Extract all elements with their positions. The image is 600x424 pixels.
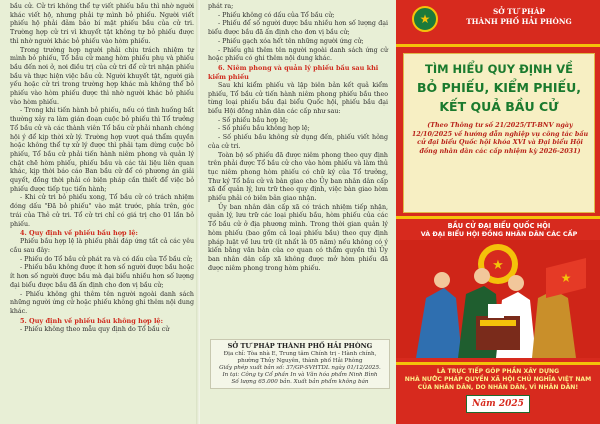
- cover-year: Năm 2025: [466, 395, 530, 413]
- svg-text:★: ★: [560, 271, 572, 285]
- paragraph: Trong trường hợp người phải chịu trách nhiệm tự mình bỏ phiếu, Tổ bầu cử mang hòm phiếu phụ và phiếu bầu đến nơi ở, nơi điều trị của cử tri để cử tri nhận phiếu bầu và thực hiện việc bầu cử. Người khuyết tật, người già yếu hoặc cử tri trong trường hợp khác mà không thể bỏ phiếu vào hòm phiếu được thì nhờ người khác bỏ phiếu vào hòm phiếu.: [10, 46, 194, 106]
- cover-subtitle: (Theo Thông tư số 21/2025/TT-BNV ngày 12/10/2025 về hướng dẫn nghiệp vụ công tác bầu cử đại biểu Quốc hội khóa XVI và Đại biểu Hội đồng nhân dân các cấp nhiệm kỳ 2026-2031): [411, 121, 589, 155]
- paragraph: - Phiếu không có dấu của Tổ bầu cử;: [218, 11, 335, 19]
- cover-slogan-line3: CỦA NHÂN DÂN, DO NHÂN DÂN, VÌ NHÂN DÂN!: [417, 384, 579, 391]
- cover-banner-line2: VÀ ĐẠI BIỂU HỘI ĐỒNG NHÂN DÂN CÁC CẤP: [420, 230, 578, 238]
- paragraph: - Phiếu không theo mẫu quy định do Tổ bầu cử: [20, 325, 170, 333]
- paragraph: - Phiếu bầu không được ít hơn số người được bầu hoặc ít hơn số người được bầu mà đại biểu nhiều hơn số lượng đại biểu được bầu đã ấn định cho đơn vị bầu cử;: [10, 264, 194, 289]
- cover-title-line3: KẾT QUẢ BẦU CỬ: [439, 99, 559, 114]
- gold-stripe: [396, 216, 600, 219]
- paragraph: - Phiếu ghi thêm tên người ngoài danh sách ứng cử hoặc phiếu có ghi thêm nội dung khác.: [208, 46, 388, 63]
- gold-stripe: [396, 362, 600, 365]
- paragraph: - Số phiếu bầu không hợp lệ;: [218, 125, 310, 133]
- cover-slogan-line2: NHÀ NƯỚC PHÁP QUYỀN XÃ HỘI CHỦ NGHĨA VIỆT NAM: [404, 376, 592, 383]
- paragraph: - Số phiếu bầu hợp lệ;: [218, 116, 289, 124]
- publisher-quantity: Số lượng 65.000 bản. Xuất bản phẩm không bán: [231, 378, 369, 385]
- cover-org-line2: THÀNH PHỐ HẢI PHÒNG: [466, 16, 572, 26]
- publisher-box: [210, 339, 390, 389]
- paragraph: - Phiếu để số người được bầu nhiều hơn số lượng đại biểu được bầu đã ấn định cho đơn vị bầu cử;: [208, 20, 388, 37]
- paragraph: - Số phiếu bầu không sử dụng đến, phiếu viết hỏng của cử tri.: [208, 134, 388, 150]
- cover-org: [434, 7, 600, 26]
- svg-text:★: ★: [492, 258, 504, 273]
- paragraph: Toàn bộ số phiếu đã được niêm phong theo quy định trên phải được Tổ bầu cử cho vào hòm phiếu và làm thủ tục niêm phong hòm phiếu có chữ ký của Tổ trưởng, Thư ký Tổ bầu cử và bàn giao cho Ủy ban nhân dân cấp xã để quản lý, lưu trữ theo quy định, việc bàn giao hòm phiếu phải có biên bản giao nhận.: [208, 151, 388, 203]
- justice-emblem-icon: ★: [412, 6, 438, 32]
- paragraph: Phiếu bầu hợp lệ là phiếu phải đáp ứng tất cả các yêu cầu sau đây:: [10, 238, 194, 254]
- paragraph: - Khi cử tri bỏ phiếu xong, Tổ bầu cử có trách nhiệm đóng dấu "Đã bỏ phiếu" vào mặt trước, phía trên, góc trái của Thẻ cử tri. Tổ cử tri chỉ có giá trị cho 01 lần bỏ phiếu.: [10, 194, 194, 228]
- paragraph: phát ra;: [208, 3, 234, 10]
- cover-slogan-line1: LÀ TRỰC TIẾP GÓP PHẦN XÂY DỰNG: [436, 368, 560, 375]
- left-text-panel: [0, 0, 200, 424]
- section-heading: 4. Quy định về phiếu bầu hợp lệ:: [20, 229, 138, 238]
- voters-illustration: [396, 228, 600, 358]
- cover-title-line1: TÌM HIỂU QUY ĐỊNH VỀ: [424, 62, 574, 76]
- paragraph: - Phiếu không ghi thêm tên người ngoài danh sách những người ứng cử hoặc phiếu không ghi thêm nội dung khác.: [10, 290, 194, 315]
- section-heading: 5. Quy định về phiếu bầu không hợp lệ:: [20, 316, 163, 325]
- paragraph: bầu cử. Cử tri không thể tự viết phiếu bầu thì nhờ người khác viết hộ, nhưng phải tự mình bỏ phiếu. Người viết phiếu hộ phải đảm bảo bí mật phiếu bầu của cử tri. Trường hợp cử tri vì khuyết tật không tự bỏ phiếu được thì nhờ người khác bỏ phiếu vào hòm phiếu.: [10, 3, 194, 45]
- paragraph: - Trong khi tiến hành bỏ phiếu, nếu có tình huống bất thường xảy ra làm gián đoạn cuộc bỏ phiếu thì Tổ trưởng Tổ bầu cử và các thành viên Tổ bầu cử phải nhanh chóng hội ý để kịp thời xử lý. Trường hợp vượt quá thẩm quyền hoặc không thể tự xử lý được thì phải tạm dừng cuộc bỏ phiếu, Tổ bầu cử phải tiến hành niêm phong và quản lý chặt chẽ hòm phiếu, phiếu bầu và các tài liệu liên quan khác, kịp thời báo cáo Ban bầu cử để có phương án giải quyết, đồng thời phải có biện pháp cần thiết để việc bỏ phiếu được tiếp tục tiến hành;: [10, 107, 194, 193]
- publisher-address: Địa chỉ: Tòa nhà E, Trung tâm Chính trị - Hành chính, phường Thủy Nguyên, thành phố Hải Phòng: [223, 350, 377, 364]
- paragraph: Ủy ban nhân dân cấp xã có trách nhiệm tiếp nhận, quản lý, lưu trữ các loại phiếu bầu, hòm phiếu của các Tổ bầu cử ở địa phương mình. Trong thời gian quản lý hòm phiếu (bao gồm cả loại phiếu bầu) theo quy định pháp luật về lưu trữ (ít nhất là 05 năm) nếu không có ý kiến bằng văn bản của cơ quan có thẩm quyền thì Ủy ban nhân dân cấp xã không được mở hòm phiếu đã được niêm phong trong hòm phiếu.: [208, 203, 388, 272]
- paragraph: - Phiếu do Tổ bầu cử phát ra và có dấu của Tổ bầu cử;: [20, 255, 193, 263]
- section-heading: 6. Niêm phong và quản lý phiếu bầu sau khi kiểm phiếu: [208, 63, 379, 81]
- publisher-license: Giấy phép xuất bản số: 37/GP-SVHTDL ngày 01/12/2025.: [219, 364, 381, 371]
- paragraph: - Phiếu gạch xóa hết tên những người ứng cử;: [218, 37, 364, 45]
- cover-title-line2: BỎ PHIẾU, KIỂM PHIẾU,: [417, 80, 581, 95]
- gold-stripe: [396, 44, 600, 47]
- cover-banner-line1: BẦU CỬ ĐẠI BIỂU QUỐC HỘI: [447, 222, 551, 230]
- cover-org-line1: SỞ TƯ PHÁP: [492, 7, 546, 16]
- paragraph: Sau khi kiểm phiếu và lập biên bản kết quả kiểm phiếu, Tổ bầu cử tiến hành niêm phong phiếu bầu theo từng loại phiếu bầu đại biểu Quốc hội, phiếu bầu đại biểu Hội đồng nhân dân các cấp như sau:: [208, 81, 388, 116]
- publisher-printer: In tại: Công ty Cổ phần In và Văn hóa phẩm Ninh Bình: [222, 371, 378, 378]
- publisher-name: SỞ TƯ PHÁP THÀNH PHỐ HẢI PHÒNG: [227, 342, 373, 350]
- cover-title-box: [403, 53, 595, 213]
